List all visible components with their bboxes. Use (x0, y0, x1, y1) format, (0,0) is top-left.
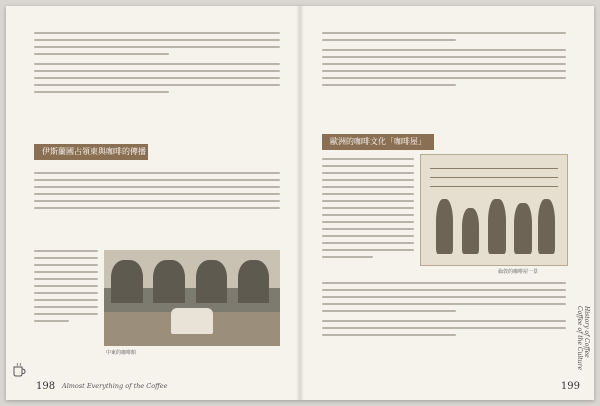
book-spread (6, 6, 594, 400)
left-running-footer: Almost Everything of the Coffee (62, 382, 168, 390)
right-page (300, 6, 594, 400)
right-paragraphs-bottom (322, 282, 566, 341)
left-paragraphs-top (34, 32, 280, 98)
etching-caption: 倫敦的咖啡屋一景 (498, 269, 539, 275)
left-paragraph-bottom (34, 250, 98, 327)
right-page-number: 199 (560, 381, 580, 392)
left-paragraphs-section (34, 172, 280, 214)
right-section-header: 歐洲的咖啡文化「咖啡屋」 (322, 134, 434, 150)
right-paragraphs-section (322, 158, 414, 263)
left-page-number: 198 (36, 381, 56, 392)
right-paragraphs-top (322, 32, 566, 91)
photo-caption: 中東的咖啡館 (106, 350, 137, 356)
middle-east-cafe-photo (104, 250, 280, 346)
left-section-header: 伊斯蘭國占領東與咖啡的傳播 (34, 144, 148, 160)
london-coffeehouse-etching (420, 154, 568, 266)
coffee-cup-icon (12, 362, 26, 378)
side-title: History of Coffee Coffee of the Culture (576, 306, 590, 371)
left-page (6, 6, 300, 400)
